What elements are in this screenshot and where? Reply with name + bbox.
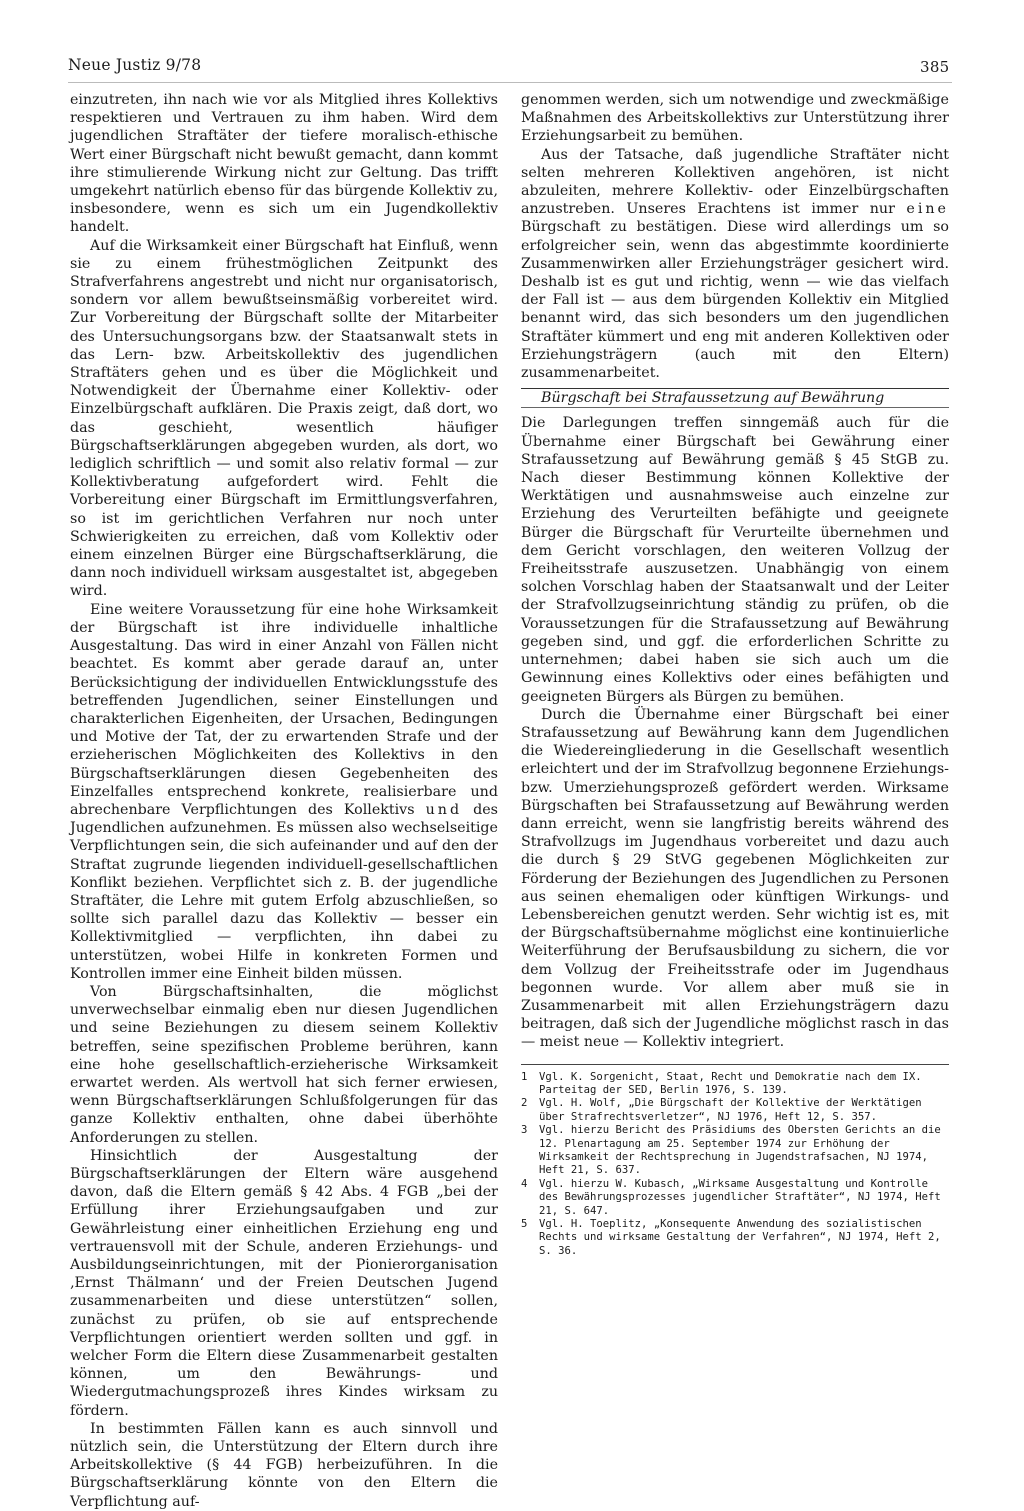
footnote-number: 4	[521, 1177, 528, 1190]
paragraph-text: Bürgschaft zu bestätigen. Diese wird allerdings um so erfolgreicher sein, wenn das abgestimmte koordinierte Zusammenwirken aller Erziehungsträger gesichert wird. Deshalb ist es gut und richtig, wenn — wie das vielfach der Fall ist — aus dem bürgenden Kollektiv ein Mitglied benannt wird, das sich besonders um den jugendlichen Straftäter kümmert und eng mit anderen Kollektiven oder Erziehungsträgern (auch mit den Eltern) zusammenarbeitet.	[521, 219, 949, 382]
paragraph-text: Aus der Tatsache, daß jugendliche Straftäter nicht selten mehreren Kollektiven angehören, ist nicht abzuleiten, mehrere Kollektiv- oder Einzelbürgschaften anzustreben. Unseres Erachtens ist immer nur	[521, 146, 949, 218]
header-divider	[68, 82, 952, 83]
footnote-number: 1	[521, 1070, 528, 1083]
footnote-text: Vgl. hierzu W. Kubasch, „Wirksame Ausgestaltung und Kontrolle des Bewährungsprozesses jugendlicher Straftäter“, NJ 1974, Heft 21, S. 647.	[539, 1177, 941, 1217]
footnote-text: Vgl. K. Sorgenicht, Staat, Recht und Demokratie nach dem IX. Parteitag der SED, Berlin 1976, S. 139.	[539, 1070, 922, 1096]
paragraph-text: des Jugendlichen aufzunehmen. Es müssen also wechselseitige Verpflichtungen sein, die sich aufeinander und auf den der Straftat zugrunde liegenden individuell-gesellschaftlichen Konflikt beziehen. Verpflichtet sich z. B. der jugendliche Straftäter, die Lehre mit gutem Erfolg abzuschließen, so sollte sich parallel dazu das Kollektiv — besser ein Kollektivmitglied — verpflichten, ihn dabei zu unterstützen, wobei Hilfe in konkreten Formen und Kontrollen immer eine Einheit bilden müssen.	[70, 801, 498, 982]
section-heading: Bürgschaft bei Strafaussetzung auf Bewährung	[541, 390, 885, 407]
paragraph: Die Darlegungen treffen sinngemäß auch für die Übernahme einer Bürgschaft bei Gewährung einer Strafaussetzung auf Bewährung gemäß § 45 StGB zu. Nach dieser Bestimmung können Kollektive der Werktätigen und ausnahmsweise auch einzelne zur Erziehung des Verurteilten befähigte und geeignete Bürger die Bürgschaft für Verurteilte übernehmen und dem Gericht vorschlagen, den weiteren Vollzug der Freiheitsstrafe auszusetzen. Unabhängig von einem solchen Vorschlag haben der Staatsanwalt und der Leiter der Strafvollzugseinrichtung ständig zu prüfen, ob die Voraussetzungen für die Strafaussetzung auf Bewährung gegeben sind, und ggf. die erforderlichen Schritte zu unternehmen; dabei haben sie sich auch um die Gewinnung eines Kollektivs oder eines befähigten und geeigneten Bürgers als Bürgen zu bemühen.	[521, 415, 949, 705]
paragraph: Hinsichtlich der Ausgestaltung der Bürgschaftserklärungen der Eltern wäre ausgehend davon, daß die Eltern gemäß § 42 Abs. 4 FGB „bei der Erfüllung ihrer Erziehungsaufgaben und zur Gewährleistung einer einheitlichen Erziehung eng und vertrauensvoll mit der Schule, anderen Erziehungs- und Ausbildungseinrichtungen, mit der Pionierorganisation ‚Ernst Thälmann‘ und der Freien Deutschen Jugend zusammenarbeiten und diese unterstützen“ sollen, zunächst zu prüfen, ob sie auf entsprechende Verpflichtungen orientiert werden sollten und ggf. in welcher Form die Eltern diese Zusammenarbeit gestalten können, um den Bewährungs- und Wiedergutmachungsprozeß ihres Kindes wirksam zu fördern.	[70, 1147, 498, 1419]
paragraph: Von Bürgschaftsinhalten, die möglichst unverwechselbar einmalig eben nur diesen Jugendlichen und seine Beziehungen zu diesem seinem Kollektiv betreffen, seine spezifischen Probleme berühren, kann eine hohe gesellschaftlich-erzieherische Wirksamkeit erwartet werden. Als wertvoll hat sich ferner erwiesen, wenn Bürgschaftserklärungen Schlußfolgerungen für das ganze Kollektiv enthalten, ohne dabei überhöhte Anforderungen zu stellen.	[70, 983, 498, 1146]
footnote-text: Vgl. hierzu Bericht des Präsidiums des Obersten Gerichts an die 12. Plenartagung am 25. September 1974 zur Erhöhung der Wirksamkeit der Rechtsprechung in Jugendstrafsachen, NJ 1974, Heft 21, S. 637.	[539, 1124, 941, 1177]
footnote-text: Vgl. H. Wolf, „Die Bürgschaft der Kollektive der Werktätigen über Strafrechtsverletzer“, NJ 1976, Heft 12, S. 357.	[539, 1097, 922, 1123]
footnote-number: 5	[521, 1218, 528, 1231]
emphasized-word: eine	[906, 201, 949, 218]
footnote	[521, 1178, 949, 1218]
footnote-number: 2	[521, 1097, 528, 1110]
paragraph-text: Eine weitere Voraussetzung für eine hohe Wirksamkeit der Bürgschaft ist ihre individuelle inhaltliche Ausgestaltung. Das wird in einer Anzahl von Fällen nicht beachtet. Es kommt aber gerade darauf an, unter Berücksichtigung der individuellen Entwicklungsstufe des betreffenden Jugendlichen, seiner Einstellungen und charakterlichen Eigenheiten, der Ursachen, Bedingungen und Motive der Tat, der zu erwartenden Strafe und der erzieherischen Möglichkeiten des Kollektivs in den Bürgschaftserklärungen diesen Gegebenheiten des Einzelfalles entsprechend konkrete, realisierbare und abrechenbare Verpflichtungen des Kollektivs	[70, 601, 498, 818]
paragraph	[70, 601, 498, 983]
footnotes	[521, 1071, 949, 1259]
footnote	[521, 1124, 949, 1178]
paragraph	[521, 146, 949, 383]
footnote-number: 3	[521, 1124, 528, 1137]
footnote	[521, 1218, 949, 1258]
right-column	[521, 91, 949, 1258]
journal-title: Neue Justiz 9/78	[68, 56, 202, 74]
paragraph: Auf die Wirksamkeit einer Bürgschaft hat Einfluß, wenn sie zu einem frühestmöglichen Zeitpunkt des Strafverfahrens angestrebt und nicht nur organisatorisch, sondern vor allem bewußtseinsmäßig vorbereitet wird. Zur Vorbereitung der Bürgschaft sollte der Mitarbeiter des Untersuchungsorgans bzw. der Staatsanwalt stets in das Lern- bzw. Arbeitskollektiv des jugendlichen Straftäters gehen und es über die Möglichkeit und Notwendigkeit der Übernahme einer Kollektiv- oder Einzelbürgschaft aufklären. Die Praxis zeigt, daß dort, wo das geschieht, wesentlich häufiger Bürgschaftserklärungen abgegeben wurden, als dort, wo lediglich schriftlich — und somit also relativ formal — zur Kollektivberatung aufgefordert wird. Fehlt die Vorbereitung einer Bürgschaft im Ermittlungsverfahren, so ist im gerichtlichen Verfahren nur noch unter Schwierigkeiten zu erreichen, daß vom Kollektiv oder einem einzelnen Bürger eine Bürgschaftserklärung, die dann noch individuell wirksam ausgestaltet ist, abgegeben wird.	[70, 237, 498, 600]
paragraph: Durch die Übernahme einer Bürgschaft bei einer Strafaussetzung auf Bewährung kann dem Jugendlichen die Wiedereingliederung in die Gesellschaft wesentlich erleichtert und der im Strafvollzug begonnene Erziehungs- bzw. Umerziehungsprozeß gefördert werden. Wirksame Bürgschaften bei Strafaussetzung auf Bewährung werden dann erreicht, wenn sie langfristig bereits während des Strafvollzugs im Jugendhaus vorbereitet und dazu auch die durch § 29 StVG gegebenen Möglichkeiten zur Förderung der Beziehungen des Jugendlichen zu Personen aus seinen ehemaligen oder künftigen Wirkungs- und Lebensbereichen genutzt werden. Sehr wichtig ist es, mit der Bürgschaftsübernahme möglichst eine kontinuierliche Weiterführung der Berufsausbildung zu sichern, die vor dem Vollzug der Freiheitsstrafe oder im Jugendhaus begonnen wurde. Vor allem aber muß sie in Zusammenarbeit mit allen Erziehungsträgern dazu beitragen, daß sich der Jugendliche möglichst rasch in das — meist neue — Kollektiv integriert.	[521, 706, 949, 1051]
section-divider	[521, 407, 949, 408]
emphasized-word: und	[425, 801, 463, 818]
paragraph: einzutreten, ihn nach wie vor als Mitglied ihres Kollektivs respektieren und Vertrauen zu ihm haben. Wird dem jugendlichen Straftäter der tiefere moralisch-ethische Wert einer Bürgschaft nicht bewußt gemacht, dann kommt ihre stimulierende Wirkung nicht zur Geltung. Das trifft umgekehrt natürlich ebenso für das bürgende Kollektiv zu, insbesondere, wenn es sich um ein Jugendkollektiv handelt.	[70, 92, 498, 236]
footnote	[521, 1097, 949, 1124]
paragraph: In bestimmten Fällen kann es auch sinnvoll und nützlich sein, die Unterstützung der Eltern durch ihre Arbeitskollektive (§ 44 FGB) herbeizuführen. In die Bürgschaftserklärung könnte von den Eltern die Verpflichtung auf-	[70, 1420, 498, 1510]
footnote	[521, 1071, 949, 1098]
left-column	[70, 91, 498, 1511]
paragraph: genommen werden, sich um notwendige und zweckmäßige Maßnahmen des Arbeitskollektivs zur Unterstützung ihrer Erziehungsarbeit zu bemühen.	[521, 92, 949, 145]
footnote-text: Vgl. H. Toeplitz, „Konsequente Anwendung des sozialistischen Rechts und wirksame Gestaltung der Verfahren“, NJ 1974, Heft 2, S. 36.	[539, 1218, 941, 1257]
footnote-divider	[521, 1064, 949, 1065]
page-number: 385	[920, 58, 950, 76]
